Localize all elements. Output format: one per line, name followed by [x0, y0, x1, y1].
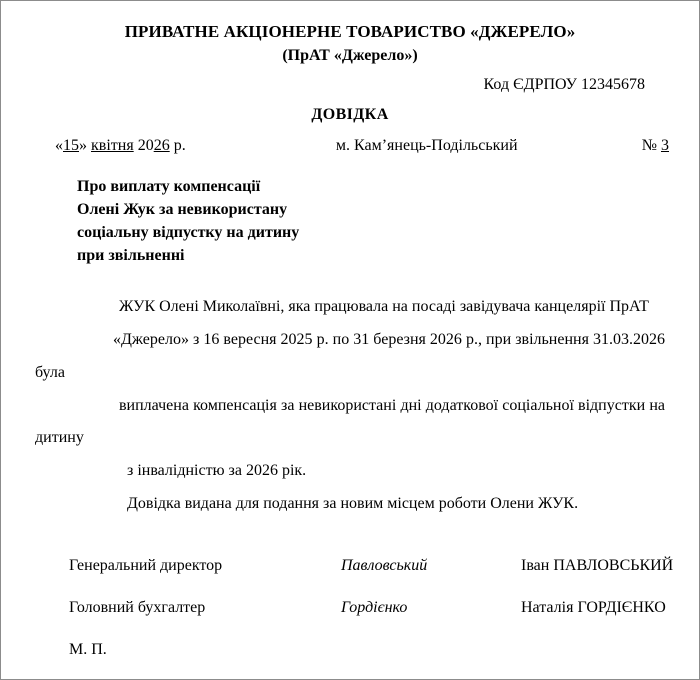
date-year-suffix: 26 — [153, 136, 170, 154]
date-year-prefix: 20 — [137, 136, 154, 154]
document-city: м. Кам’янець-Подільський — [335, 136, 518, 154]
signature-row — [69, 598, 666, 617]
signatory-name: Наталія ГОРДІЄНКО — [521, 598, 666, 616]
subject-line: Олені Жук за невикористану — [77, 200, 288, 218]
body-paragraph: виплачена компенсація за невикористані дні додаткової соціальної відпустки на дитину — [35, 396, 665, 447]
organization-short-name: (ПрАТ «Джерело») — [282, 46, 418, 64]
body-paragraph: з інвалідністю за 2026 рік. — [127, 462, 307, 480]
date-open-quote: « — [55, 136, 63, 154]
document-title: ДОВІДКА — [311, 105, 389, 123]
body-paragraph: ЖУК Олені Миколаївні, яка працювала на посаді завідувача канцелярії ПрАТ — [119, 298, 649, 316]
signature-mark: Павловський — [341, 556, 428, 574]
edrpou-code: Код ЄДРПОУ 12345678 — [483, 75, 645, 93]
date-close-quote: » — [79, 136, 87, 154]
signatory-position: Генеральний директор — [69, 556, 223, 574]
signatory-position: Головний бухгалтер — [69, 598, 206, 616]
date-suffix: р. — [169, 136, 186, 154]
document-text — [29, 291, 671, 521]
signature-mark: Гордієнко — [341, 598, 408, 616]
signature-block — [29, 556, 674, 617]
document-number-value: 3 — [661, 136, 669, 154]
document-subject — [29, 175, 671, 268]
date-day: 15 — [63, 136, 79, 154]
stamp-place-mark: М. П. — [69, 640, 107, 658]
signature-row — [69, 556, 674, 575]
document-body-area — [1, 1, 699, 659]
document-number — [642, 137, 669, 155]
subject-line: Про виплату компенсації — [77, 177, 261, 195]
document-date — [55, 137, 186, 155]
subject-line: соціальну відпустку на дитину — [77, 223, 300, 241]
signatory-name: Іван ПАВЛОВСЬКИЙ — [521, 556, 674, 574]
subject-line: при звільненні — [77, 247, 185, 265]
body-paragraph: «Джерело» з 16 вересня 2025 р. по 31 березня 2026 р., при звільнення 31.03.2026 була — [35, 331, 665, 381]
body-paragraph: Довідка видана для подання за новим місцем роботи Олени ЖУК. — [127, 495, 579, 513]
organization-full-name: ПРИВАТНЕ АКЦІОНЕРНЕ ТОВАРИСТВО «ДЖЕРЕЛО» — [124, 22, 576, 41]
document-meta-row — [29, 137, 671, 155]
document-number-label: № — [641, 136, 657, 154]
date-month: квітня — [91, 136, 134, 154]
